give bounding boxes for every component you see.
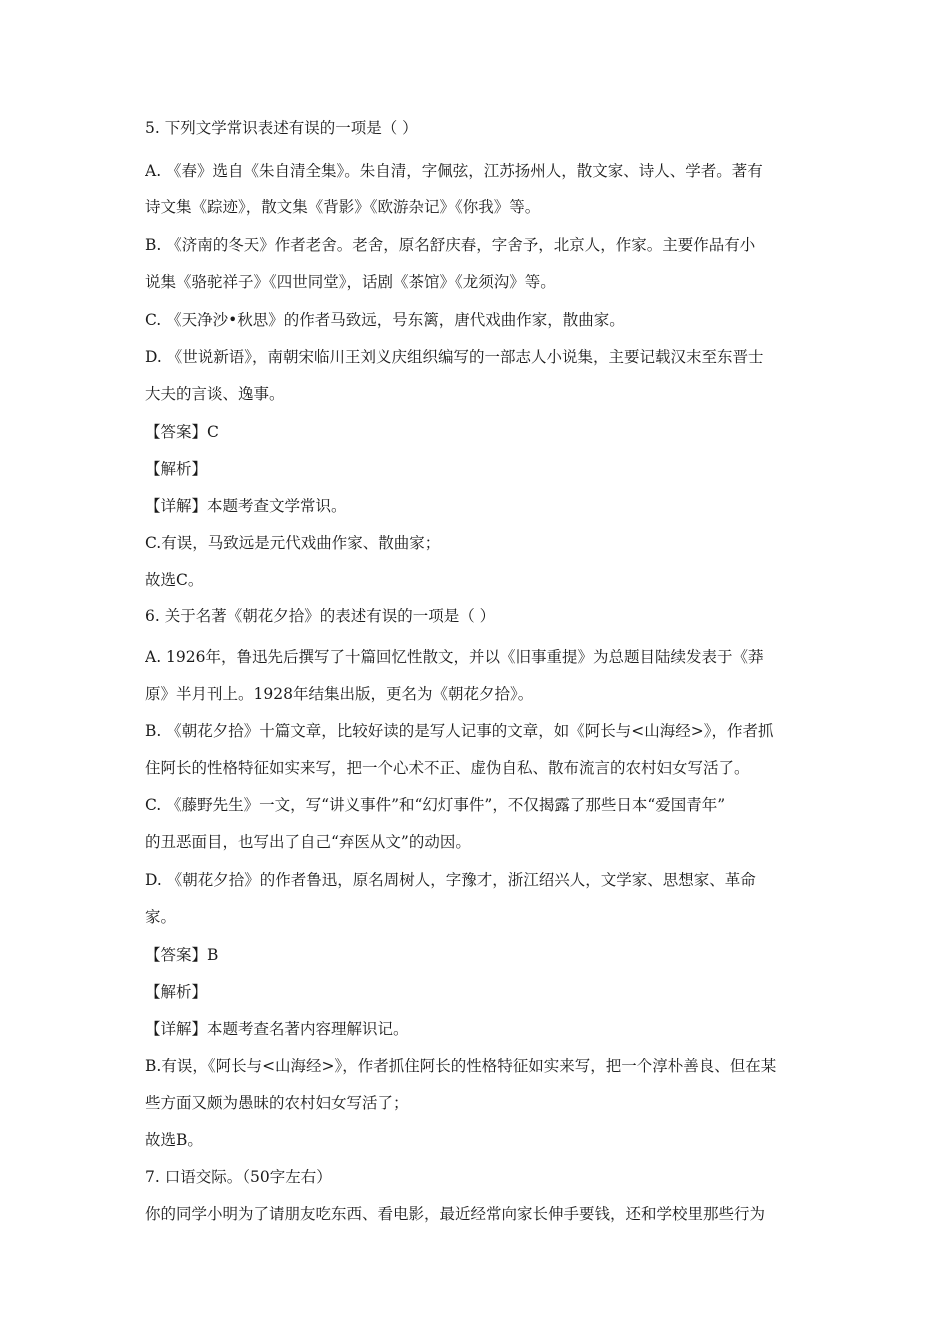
q5-stem-text: 5. 下列文学常识表述 [145,119,289,137]
q6-option-a-line1: A. 1926年，鲁迅先后撰写了十篇回忆性散文，并以《旧事重提》为总题目陆续发表于《莽 [145,648,764,666]
question-5-stem [145,118,810,138]
question-6-stem [145,606,810,626]
q5-option-a-line2: 诗文集《踪迹》，散文集《背影》《欧游杂记》《你我》等。 [145,198,541,216]
q5-answer: 【答案】C [145,423,219,441]
emphasis-mark: 有 [288,119,305,137]
emphasis-mark: 有 [366,607,382,625]
q6-option-d-line2: 家。 [145,908,177,926]
q6-explanation-line2: 些方面又颇为愚昧的农村妇女写活了； [145,1094,409,1112]
q5-detail: 【详解】本题考查文学常识。 [145,497,347,515]
q6-stem-tail: 的一项是（ ） [397,607,496,625]
q6-analysis-heading: 【解析】 [145,983,208,1001]
q5-choice: 故选C。 [145,571,204,589]
q6-choice: 故选B。 [145,1131,203,1149]
q5-explanation: C.有误，马致远是元代戏曲作家、散曲家； [145,534,441,552]
q6-explanation-line1: B.有误，《阿长与<山海经>》，作者抓住阿长的性格特征如实来写，把一个淳朴善良、但在某 [145,1057,777,1075]
q5-option-c: C. 《天净沙•秋思》的作者马致远，号东篱，唐代戏曲作家，散曲家。 [145,311,625,329]
q5-option-b-line2: 说集《骆驼祥子》《四世同堂》，话剧《茶馆》《龙须沟》等。 [145,273,556,291]
question-7-stem: 7. 口语交际。（50字左右） [145,1168,332,1186]
q6-detail: 【详解】本题考查名著内容理解识记。 [145,1020,409,1038]
q6-option-b-line1: B. 《朝花夕拾》十篇文章，比较好读的是写人记事的文章，如《阿长与<山海经>》，作者抓 [145,722,774,740]
q6-stem-text: 6. 关于名著《朝花夕拾》的表述 [145,607,367,625]
q7-body-line1: 你的同学小明为了请朋友吃东西、看电影，最近经常向家长伸手要钱，还和学校里那些行为 [145,1205,766,1223]
q5-option-d-line2: 大夫的言谈、逸事。 [145,385,285,403]
q5-option-a-line1: A. 《春》选自《朱自清全集》。朱自清，字佩弦，江苏扬州人，散文家、诗人、学者。著有 [145,162,763,180]
q6-option-d-line1: D. 《朝花夕拾》的作者鲁迅，原名周树人，字豫才，浙江绍兴人，文学家、思想家、革命 [145,871,756,889]
q6-option-b-line2: 住阿长的性格特征如实来写，把一个心术不正、虚伪自私、散布流言的农村妇女写活了。 [145,759,750,777]
emphasis-mark: 误 [304,119,320,137]
q6-option-a-line2: 原》半月刊上。1928年结集出版，更名为《朝花夕拾》。 [145,685,534,703]
q5-stem-tail: 的一项是（ ） [319,119,418,137]
q6-answer: 【答案】B [145,946,219,964]
q6-option-c-line1: C. 《藤野先生》一文，写“讲义事件”和“幻灯事件”，不仅揭露了那些日本“爱国青年” [145,796,726,814]
q5-option-b-line1: B. 《济南的冬天》作者老舍。老舍，原名舒庆春，字舍予，北京人，作家。主要作品有小 [145,236,756,254]
q5-analysis-heading: 【解析】 [145,460,208,478]
q6-option-c-line2: 的丑恶面目，也写出了自己“弃医从文”的动因。 [145,833,471,851]
q5-option-d-line1: D. 《世说新语》，南朝宋临川王刘义庆组织编写的一部志人小说集，主要记载汉末至东晋士 [145,348,764,366]
emphasis-mark: 误 [381,607,398,625]
